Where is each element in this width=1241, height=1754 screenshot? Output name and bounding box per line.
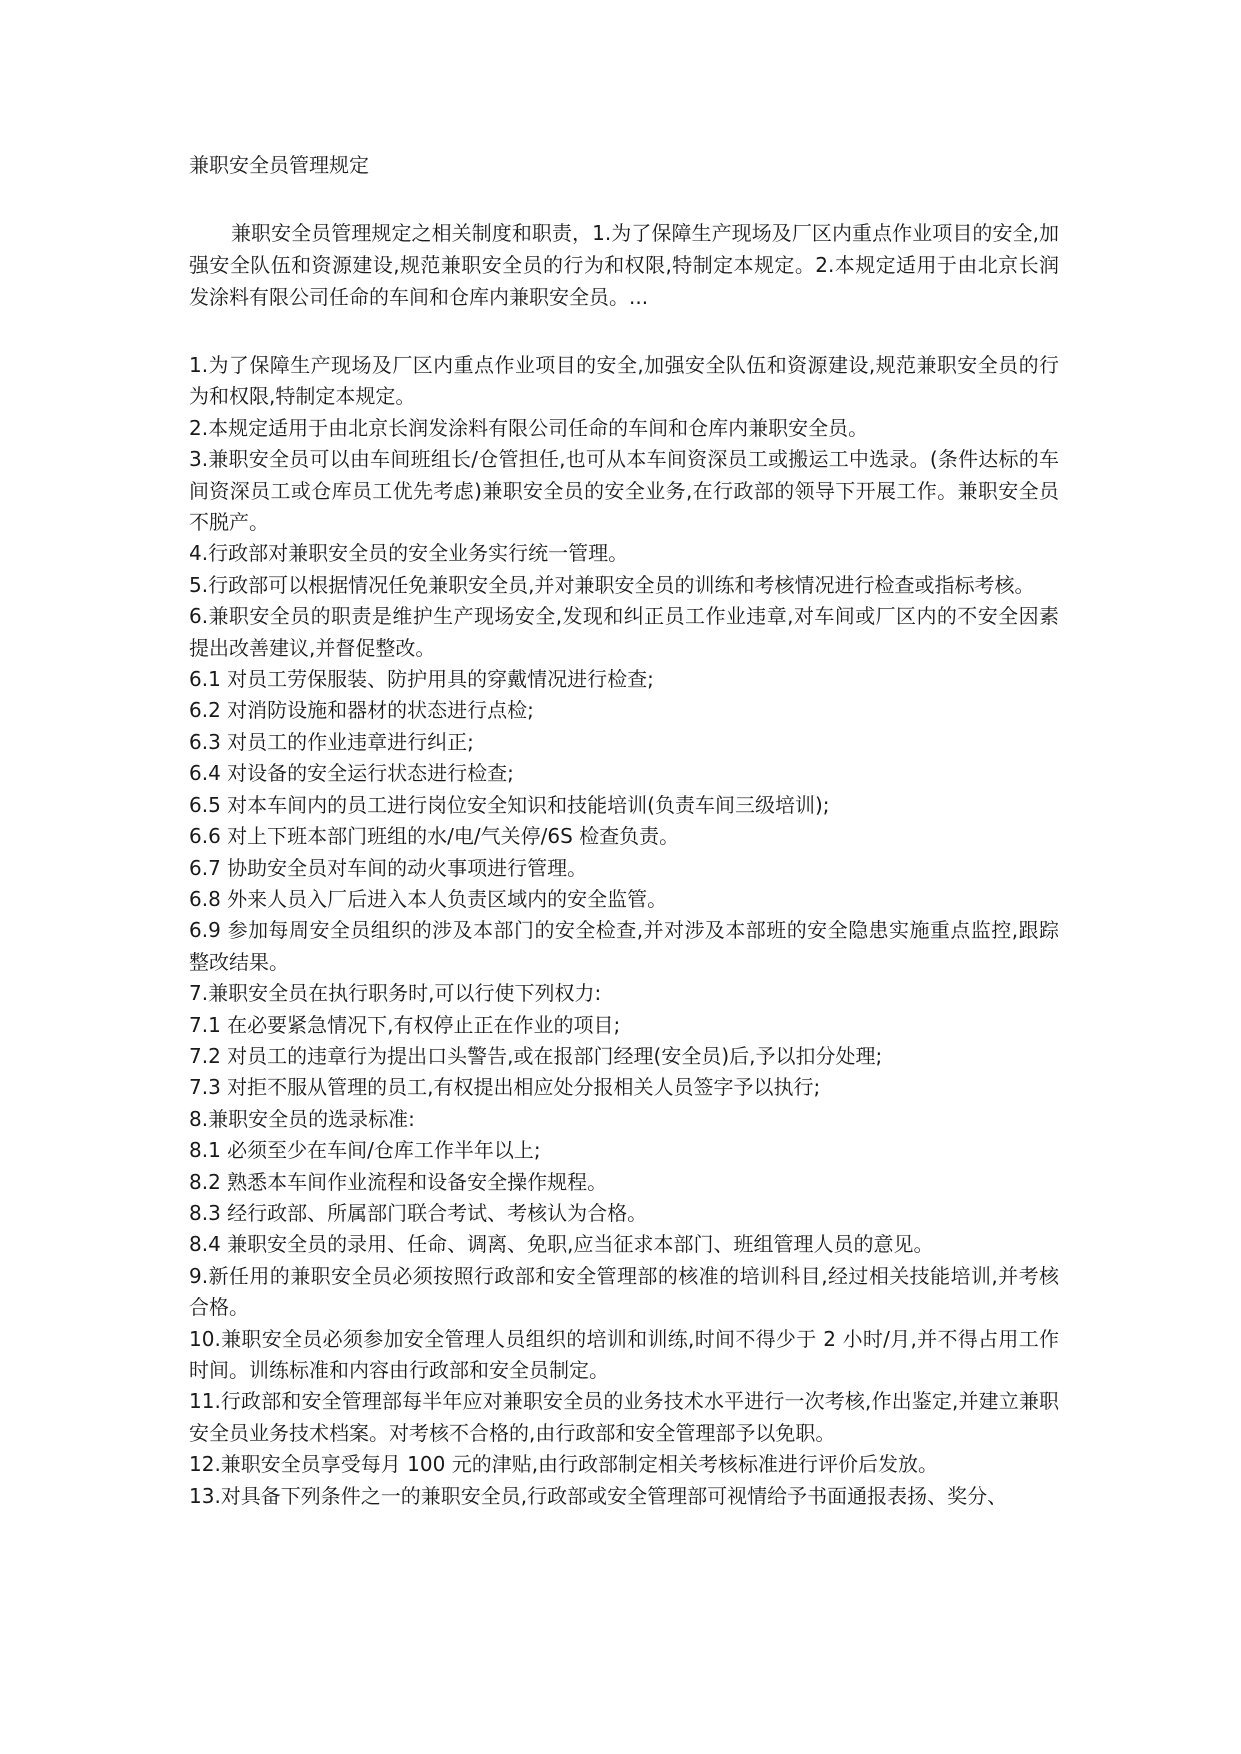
document-title: 兼职安全员管理规定 [189,153,369,177]
regulation-item: 6.7 协助安全员对车间的动火事项进行管理。 [189,855,588,880]
regulation-item: 7.1 在必要紧急情况下,有权停止正在作业的项目; [189,1012,621,1037]
regulation-item: 13.对具备下列条件之一的兼职安全员,行政部或安全管理部可视情给予书面通报表扬、奖分、 [189,1483,1008,1508]
regulation-item: 6.6 对上下班本部门班组的水/电/气关停/6S 检查负责。 [189,824,680,849]
regulation-item: 1.为了保障生产现场及厂区内重点作业项目的安全,加强安全队伍和资源建设,规范兼职安全员的行为和权限,特制定本规定。 [189,353,1059,409]
regulation-list [189,350,1059,1512]
regulation-item: 8.4 兼职安全员的录用、任命、调离、免职,应当征求本部门、班组管理人员的意见。 [189,1232,934,1257]
regulation-item: 8.兼职安全员的选录标准: [189,1106,415,1131]
regulation-item: 6.4 对设备的安全运行状态进行检查; [189,761,514,786]
document-summary: 兼职安全员管理规定之相关制度和职责，1.为了保障生产现场及厂区内重点作业项目的安全,加强安全队伍和资源建设,规范兼职安全员的行为和权限,特制定本规定。2.本规定适用于由北京长润发涂料有限公司任命的车间和仓库内兼职安全员。... [189,221,1059,309]
regulation-item: 8.2 熟悉本车间作业流程和设备安全操作规程。 [189,1169,608,1194]
regulation-item: 6.兼职安全员的职责是维护生产现场安全,发现和纠正员工作业违章,对车间或厂区内的不安全因素提出改善建议,并督促整改。 [189,604,1059,660]
regulation-item: 2.本规定适用于由北京长润发涂料有限公司任命的车间和仓库内兼职安全员。 [189,415,869,440]
regulation-item: 6.2 对消防设施和器材的状态进行点检; [189,698,534,723]
regulation-item: 12.兼职安全员享受每月 100 元的津贴,由行政部制定相关考核标准进行评价后发放。 [189,1452,939,1477]
regulation-item: 6.1 对员工劳保服装、防护用具的穿戴情况进行检查; [189,667,654,692]
regulation-item: 6.8 外来人员入厂后进入本人负责区域内的安全监管。 [189,886,668,911]
regulation-item: 7.2 对员工的违章行为提出口头警告,或在报部门经理(安全员)后,予以扣分处理; [189,1043,883,1068]
regulation-item: 11.行政部和安全管理部每半年应对兼职安全员的业务技术水平进行一次考核,作出鉴定,并建立兼职安全员业务技术档案。对考核不合格的,由行政部和安全管理部予以免职。 [189,1389,1059,1445]
regulation-item: 7.3 对拒不服从管理的员工,有权提出相应处分报相关人员签字予以执行; [189,1075,821,1100]
regulation-item: 9.新任用的兼职安全员必须按照行政部和安全管理部的核准的培训科目,经过相关技能培训,并考核合格。 [189,1263,1059,1320]
regulation-item: 8.3 经行政部、所属部门联合考试、考核认为合格。 [189,1200,648,1225]
regulation-item: 6.3 对员工的作业违章进行纠正; [189,729,474,754]
regulation-item: 8.1 必须至少在车间/仓库工作半年以上; [189,1138,541,1163]
regulation-item: 4.行政部对兼职安全员的安全业务实行统一管理。 [189,541,629,566]
regulation-item: 5.行政部可以根据情况任免兼职安全员,并对兼职安全员的训练和考核情况进行检查或指标考核。 [189,572,1035,597]
regulation-item: 6.5 对本车间内的员工进行岗位安全知识和技能培训(负责车间三级培训); [189,792,830,817]
regulation-item: 6.9 参加每周安全员组织的涉及本部门的安全检查,并对涉及本部班的安全隐患实施重点监控,跟踪整改结果。 [189,918,1059,974]
regulation-item: 7.兼职安全员在执行职务时,可以行使下列权力: [189,981,602,1006]
regulation-item: 10.兼职安全员必须参加安全管理人员组织的培训和训练,时间不得少于 2 小时/月,并不得占用工作时间。训练标准和内容由行政部和安全员制定。 [189,1326,1059,1382]
regulation-item: 3.兼职安全员可以由车间班组长/仓管担任,也可从本车间资深员工或搬运工中选录。(条件达标的车间资深员工或仓库员工优先考虑)兼职安全员的安全业务,在行政部的领导下开展工作。兼职安全员不脱产。 [189,447,1059,535]
